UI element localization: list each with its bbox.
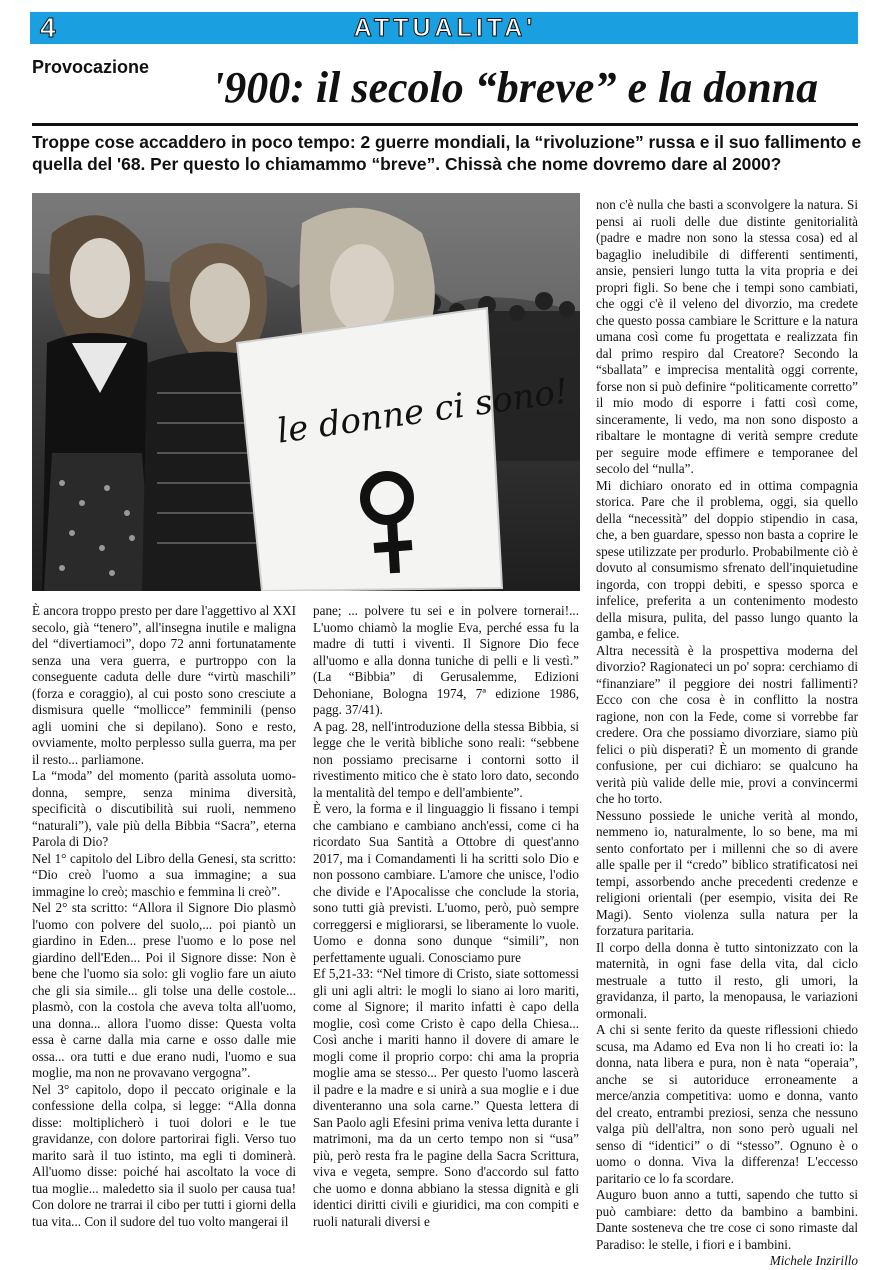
paragraph: Nel 3° capitolo, dopo il peccato originale e la confessione della colpa, si legge: “Alla donna disse: moltiplicherò i tuoi dolori e le tue gravidanze, con dolore partorirai figli. Verso tuo marito sarà il tuo istinto, ma egli ti dominerà. All'uomo disse: poiché hai ascoltato la voce di tua moglie... maledetto sia il suolo per causa tua! Con dolore ne trarrai il cibo per tutti i giorni della tua vita... Con il sudore del tuo volto mangerai il bbox=[32, 1081, 296, 1229]
paragraph: La “moda” del momento (parità assoluta uomo-donna, sempre, senza minima diversità, specificità o discutibilità sui ruoli, nemmeno “naturali”), vale più della Bibbia “Sacra”, eterna Parola di Dio? bbox=[32, 768, 296, 849]
photo-woman-left bbox=[42, 215, 157, 591]
article-deck: Troppe cose accaddero in poco tempo: 2 guerre mondiali, la “rivoluzione” russa e il suo fallimento e quella del '68. Per questo lo chiamammo “breve”. Chissà che nome dovremo dare al 2000? bbox=[32, 132, 862, 174]
article-byline: Michele Inzirillo bbox=[769, 1253, 858, 1268]
section-title: ATTUALITA' bbox=[353, 14, 537, 42]
paragraph: pane; ... polvere tu sei e in polvere tornerai!... L'uomo chiamò la moglie Eva, perché essa fu la madre di tutti i viventi. Il Signore Dio fece all'uomo e alla donna tuniche di pelli e li vestì.” (La “Bibbia” di Gerusalemme, Edizioni Dehoniane, Bologna 1974, 7ª edizione 1986, pagg. 37/41). bbox=[313, 603, 579, 717]
article-column-1 bbox=[32, 603, 296, 1230]
paragraph: Nessuno possiede le uniche verità al mondo, nemmeno io, naturalmente, lo so bene, ma mi sento confortato per i millenni che so di avere alle spalle per il “credo” biblico stratificatosi nei tempi, assorbendo anche precedenti credenze e religioni orientali (per esempio, visita dei Re Magi). Sento violenza sulla natura per la forzatura paritaria. bbox=[596, 807, 858, 938]
paragraph: Nel 1° capitolo del Libro della Genesi, sta scritto: “Dio creò l'uomo a sua immagine; a sua immagine lo creò; maschio e femmina li creò”. bbox=[32, 850, 296, 899]
paragraph: Mi dichiaro onorato ed in ottima compagnia storica. Pare che il problema, oggi, sia quello della “necessità” del doppio stipendio in casa, che, a ben guardare, spesso non basta a coprire le spese utilizzate per produrlo. Probabilmente ciò è dovuto al consumismo sfrenato dell'inquietudine ingorda, con troppi debiti, e spesso sporca e infelice, preferita a un contenimento modesto della misura, pulita, del passo lungo quanto la gamba, e felice. bbox=[596, 477, 858, 641]
article-column-3 bbox=[596, 197, 858, 1270]
paragraph: A pag. 28, nell'introduzione della stessa Bibbia, si legge che le verità bibliche sono reali: “sebbene non possiamo precisarne i contorni sotto il rivestimento mitico che è stato loro dato, secondo la mentalità del tempo e dell'ambiente”. bbox=[313, 718, 579, 800]
article-column-2 bbox=[313, 603, 579, 1230]
paragraph: Ef 5,21-33: “Nel timore di Cristo, siate sottomessi gli uni agli altri: le mogli lo siano ai loro mariti, come al Signore; il marito infatti è capo della moglie, così come Cristo è capo della Chiesa... Così anche i mariti hanno il dovere di amare le mogli come il proprio corpo: chi ama la propria moglie ama se stesso... Per questo l'uomo lascerà il padre e la madre e si unirà a sua moglie e i due diventeranno una sola carne.” Questa lettera di San Paolo agli Efesini prima veniva letta durante i matrimoni, ma da un certo tempo non si “usa” più, però resta fra le pagine della Sacra Scrittura, viva e vegeta, sempre. Sono d'accordo sul fatto che uomo e donna abbiano la stessa dignità e gli identici diritti civili e giuridici, ma con compiti e ruoli naturali diversi e bbox=[313, 966, 579, 1229]
paragraph: Altra necessità è la prospettiva moderna del divorzio? Ragionateci un po' sopra: cerchiamo di “finanziare” il peggiore dei nostri fallimenti? Ecco con che cosa è in conflitto la nostra ragione, non con la Fede, come si vorrebbe far credere. Ora che possiamo divorziare, siamo più felici o più disperati? È un momento di grande confusione, per cui dichiaro: se qualcuno ha verità più valide delle mie, provi a convincermi che ho torto. bbox=[596, 642, 858, 806]
article-photo bbox=[32, 193, 580, 591]
paragraph: Il corpo della donna è tutto sintonizzato con la maternità, in ogni fase della vita, dal ciclo mestruale a tutto il resto, gli umori, la gravidanza, il parto, la menopausa, le variazioni ormonali. bbox=[596, 939, 858, 1021]
headline-rule bbox=[32, 123, 858, 126]
sign-text: le donne ci sono! bbox=[274, 371, 571, 452]
paragraph: non c'è nulla che basti a sconvolgere la natura. Si pensi ai ruoli delle due distinte genitorialità (padre e madre non sono la stessa cosa) ed al bagaglio ineludibile di differenti sentimenti, ansie, pensieri lungo tutta la vita propria e dei propri figli. So bene che i tempi sono cambiati, che oggi c'è il veleno del divorzio, ma credete che questo possa cambiare le Scritture e la natura umana così come fu progettata e realizzata fin dal primo respiro dal Creatore? Secondo la “sballata” e imprecisa mentalità oggi corrente, forse non si può definire “politicamente corretto” il mio modo di esporre i fatti così come, sinceramente, li vedo, ma non sono disposto a ribaltare le montagne di verità sempre credute per seguire mode effimere e temporanee del secolo del “nulla”. bbox=[596, 197, 858, 476]
page-number: 4 bbox=[40, 12, 56, 43]
article-headline: '900: il secolo “breve” e la donna bbox=[212, 63, 819, 112]
paragraph: È ancora troppo presto per dare l'aggettivo al XXI secolo, già “tenero”, all'insegna inutile e maligna del “divertiamoci”, dopo 72 anni fortunatamente senza una vera guerra, e purtroppo con la conseguente caduta delle dure “virtù maschili” (forza e coraggio), al cui posto sono cresciute a dismisura quelle “mollicce” femminili (penso agli uomini che si depilano). Sono e resto, ovviamente, molto perplesso sulla guerra, ma per il resto... parliamone. bbox=[32, 603, 296, 767]
paragraph: Auguro buon anno a tutti, sapendo che tutto si può cambiare: detto da bambino a bambini. Dante sosteneva che tre cose ci sono rimaste dal Paradiso: le stelle, i fiori e i bambini. bbox=[596, 1187, 858, 1252]
paragraph: È vero, la forma e il linguaggio li fissano i tempi che cambiano e cambiano anch'essi, come ci ha ricordato Sua Santità a Ottobre di quest'anno 2017, ma i Comandamenti li ha scritti solo Dio e non possono cambiare. L'amore che unisce, l'odio che divide e l'Apocalisse che conclude la storia, sono tutti già previsti. L'uomo, però, può sempre correggersi e migliorarsi, se liberamente lo vuole. Uomo e donna sono dunque “simili”, non perfettamente uguali. Conosciamo pure bbox=[313, 801, 579, 965]
paragraph: Nel 2° sta scritto: “Allora il Signore Dio plasmò l'uomo con polvere del suolo,... poi piantò un giardino in Eden... prese l'uomo e lo pose nel giardino dell'Eden... Poi il Signore disse: Non è bene che l'uomo sia solo: gli voglio fare un aiuto che gli sia simile... gli tolse una delle costole... plasmò, con la costola che aveva tolta all'uomo, una donna... allora l'uomo disse: Questa volta essa è carne dalla mia carne e osso dalle mie ossa... ora tutti e due erano nudi, l'uomo e sua moglie, ma non ne provavano vergogna”. bbox=[32, 900, 296, 1080]
article-kicker: Provocazione bbox=[32, 57, 150, 77]
paragraph: A chi si sente ferito da queste riflessioni chiedo scusa, ma Adamo ed Eva non li ho creati io: la donna, nata libera e pura, non è nata “operaia”, anche se si autoriduce erroneamente a merce/anzia competitiva: uomo e donna, vanto del creato, entrambi preziosi, senza che nessuno valga più dell'altra, non sono però uguali nel senso di “identici” o di “stesso”. Ognuno è o uomo o donna. Viva la differenza! L'eccesso paritario ce lo fa scordare. bbox=[596, 1022, 858, 1186]
